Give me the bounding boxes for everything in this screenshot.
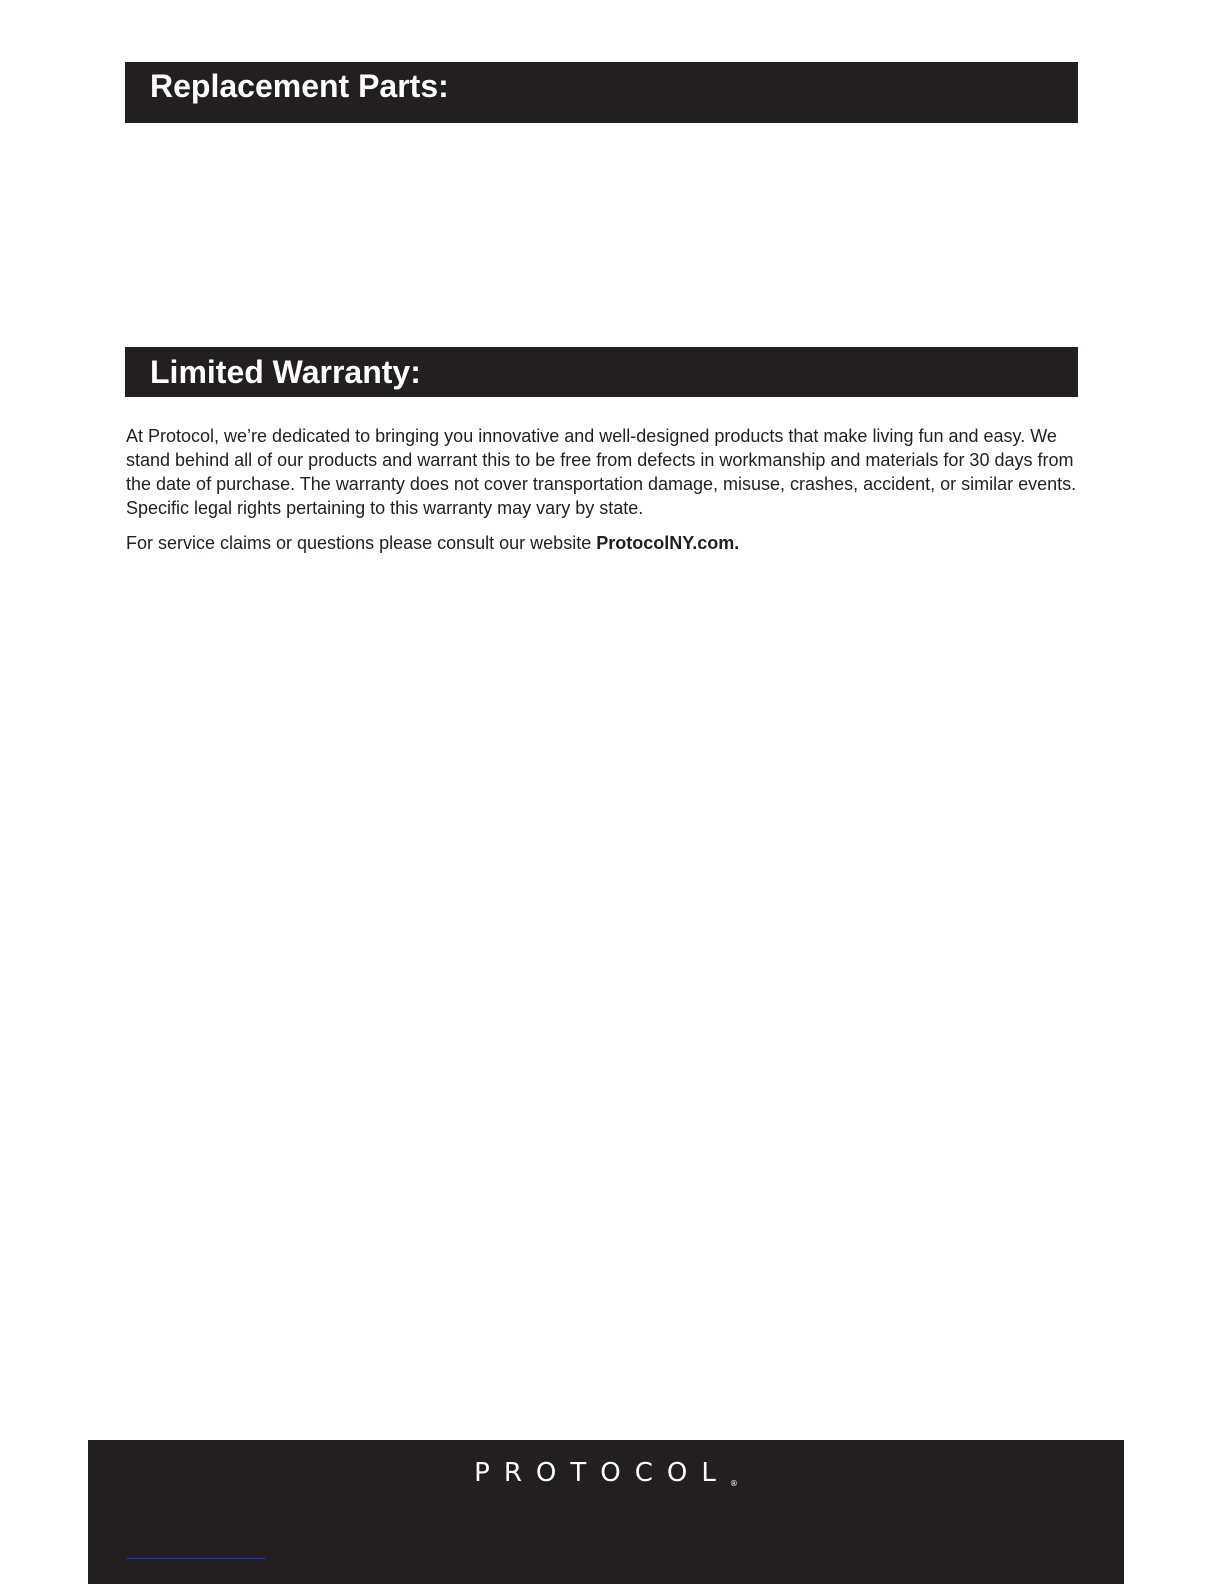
limited-warranty-heading: Limited Warranty:: [150, 353, 421, 390]
protocol-logo: [88, 1458, 1124, 1488]
service-paragraph: [126, 531, 1086, 555]
registered-mark: ®: [729, 1479, 738, 1488]
footer-bar: [88, 1440, 1124, 1584]
replacement-parts-heading: Replacement Parts:: [150, 68, 449, 104]
website-link[interactable]: ProtocolNY.com.: [596, 533, 740, 553]
logo-text: PROTOCOL: [474, 1458, 730, 1488]
replacement-parts-header: [125, 62, 1078, 123]
footer-link-underline: [126, 1558, 266, 1559]
service-text: For service claims or questions please consult our website: [126, 533, 597, 553]
limited-warranty-header: [125, 347, 1078, 397]
warranty-paragraph: At Protocol, we’re dedicated to bringing you innovative and well-designed products that make living fun and easy. We stand behind all of our products and warrant this to be free from defects in workmanship and materials for 30 days from the date of purchase. The warranty does not cover transportation damage, misuse, crashes, accident, or similar events. Specific legal rights pertaining to this warranty may vary by state.: [126, 426, 1077, 518]
